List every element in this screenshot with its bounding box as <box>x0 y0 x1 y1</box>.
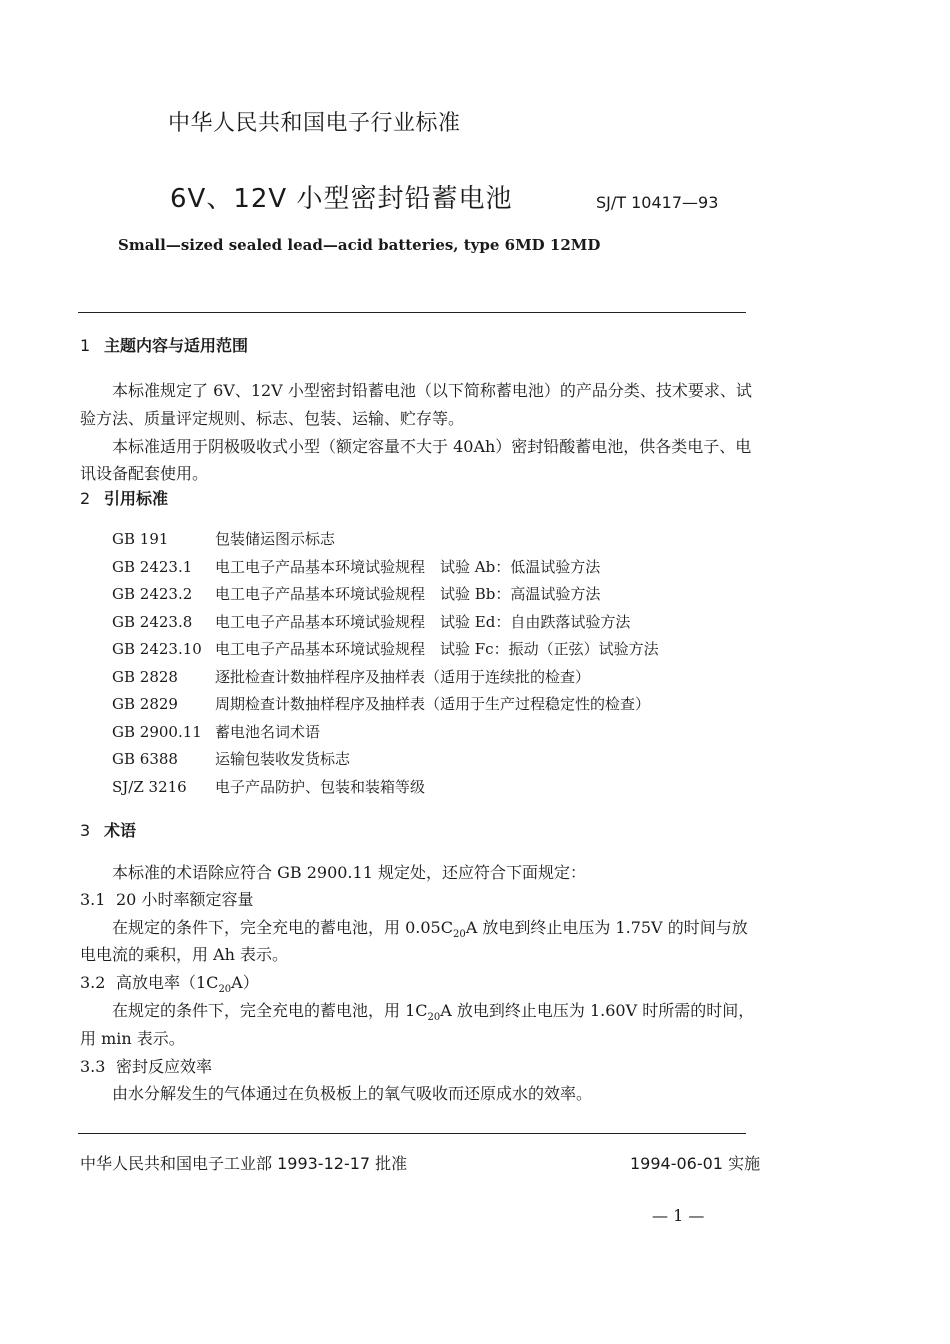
reference-title: 电工电子产品基本环境试验规程 试验 Fc：振动（正弦）试验方法 <box>215 640 659 658</box>
reference-code: GB 2423.2 <box>112 585 193 603</box>
section-2-number: 2 <box>80 489 91 508</box>
reference-title: 运输包装收发货标志 <box>215 750 351 768</box>
term-3-1-line1-b: A 放电到终止电压为 1.75V 的时间与放 <box>465 918 748 937</box>
footer-divider <box>78 1133 746 1134</box>
term-3-2-number: 3.2 <box>80 973 106 992</box>
reference-row <box>112 746 659 774</box>
standard-org-header: 中华人民共和国电子行业标准 <box>168 111 461 136</box>
reference-row <box>112 636 659 664</box>
section-1-heading <box>80 333 248 356</box>
reference-code: GB 2829 <box>112 695 178 713</box>
reference-code: GB 191 <box>112 530 169 548</box>
section-1-number: 1 <box>80 336 91 355</box>
reference-row <box>112 554 659 582</box>
section-3-number: 3 <box>80 821 91 840</box>
reference-code: GB 6388 <box>112 750 178 768</box>
term-3-1-number: 3.1 <box>80 890 106 909</box>
reference-title: 电工电子产品基本环境试验规程 试验 Ed：自由跌落试验方法 <box>215 612 631 631</box>
term-3-1-subscript: 20 <box>452 929 466 941</box>
term-3-2-line1 <box>112 998 754 1023</box>
term-3-2-title-subscript: 20 <box>218 984 232 996</box>
section-2-title: 引用标准 <box>104 489 169 508</box>
reference-row <box>112 581 659 609</box>
term-3-2-heading <box>80 970 259 995</box>
reference-row <box>112 609 659 637</box>
reference-title: 包装储运图示标志 <box>215 530 336 548</box>
term-3-2-line1-b: A 放电到终止电压为 1.60V 时所需的时间， <box>440 1001 755 1020</box>
reference-title: 电工电子产品基本环境试验规程 试验 Bb：高温试验方法 <box>215 585 601 603</box>
term-3-1-line1 <box>112 915 748 940</box>
reference-code: GB 2423.10 <box>112 640 202 658</box>
reference-row <box>112 664 659 692</box>
reference-row <box>112 719 659 747</box>
reference-title: 周期检查计数抽样程序及抽样表（适用于生产过程稳定性的检查） <box>215 695 651 713</box>
reference-code: GB 2423.1 <box>112 557 193 576</box>
effective-date: 1994-06-01 实施 <box>630 1154 761 1173</box>
reference-standards-list <box>112 526 659 801</box>
term-3-2-title-a: 高放电率（1C <box>116 973 219 992</box>
term-3-1-line2: 电电流的乘积，用 Ah 表示。 <box>80 945 289 964</box>
term-3-1-title: 20 小时率额定容量 <box>116 890 254 909</box>
s1-para1-line1: 本标准规定了 6V、12V 小型密封铅蓄电池（以下简称蓄电池）的产品分类、技术要求、试 <box>112 381 752 400</box>
reference-title: 电工电子产品基本环境试验规程 试验 Ab：低温试验方法 <box>215 557 601 576</box>
approval-statement: 中华人民共和国电子工业部 1993-12-17 批准 <box>80 1154 408 1173</box>
reference-row <box>112 774 659 802</box>
term-3-3-heading <box>80 1054 212 1077</box>
term-3-3-number: 3.3 <box>80 1057 106 1076</box>
header-divider <box>78 312 746 313</box>
s1-para2-line2: 讯设备配套使用。 <box>80 464 209 483</box>
reference-row <box>112 526 659 554</box>
reference-title: 电子产品防护、包装和装箱等级 <box>215 777 426 796</box>
reference-title: 逐批检查计数抽样程序及抽样表（适用于连续批的检查） <box>215 667 591 686</box>
s1-para1-line2: 验方法、质量评定规则、标志、包装、运输、贮存等。 <box>80 409 465 428</box>
document-title: 6V、12V 小型密封铅蓄电池 <box>170 184 513 214</box>
english-subtitle: Small—sized sealed lead—acid batteries, type 6MD 12MD <box>118 236 601 254</box>
reference-title: 蓄电池名词术语 <box>215 722 321 741</box>
reference-row <box>112 691 659 719</box>
reference-code: SJ/Z 3216 <box>112 777 187 796</box>
standard-code: SJ/T 10417—93 <box>596 193 719 212</box>
s3-intro: 本标准的术语除应符合 GB 2900.11 规定处，还应符合下面规定： <box>112 863 586 882</box>
term-3-2-subscript: 20 <box>427 1012 441 1024</box>
s1-para2-line1: 本标准适用于阴极吸收式小型（额定容量不大于 40Ah）密封铅酸蓄电池，供各类电子、电 <box>112 437 752 456</box>
term-3-2-line2: 用 min 表示。 <box>80 1029 185 1048</box>
term-3-2-line1-a: 在规定的条件下，完全充电的蓄电池，用 1C <box>112 1001 428 1020</box>
term-3-2-title-b: A） <box>231 973 259 992</box>
term-3-3-line1: 由水分解发生的气体通过在负极板上的氧气吸收而还原成水的效率。 <box>112 1084 593 1103</box>
section-2-heading <box>80 486 168 509</box>
reference-code: GB 2423.8 <box>112 612 193 631</box>
reference-code: GB 2828 <box>112 667 178 686</box>
page-number: — 1 — <box>652 1206 705 1225</box>
section-3-heading <box>80 818 136 841</box>
reference-code: GB 2900.11 <box>112 722 202 741</box>
term-3-3-title: 密封反应效率 <box>116 1057 213 1076</box>
section-1-title: 主题内容与适用范围 <box>104 336 249 355</box>
term-3-1-line1-a: 在规定的条件下，完全充电的蓄电池，用 0.05C <box>112 918 453 937</box>
section-3-title: 术语 <box>104 821 137 840</box>
term-3-1-heading <box>80 887 253 910</box>
